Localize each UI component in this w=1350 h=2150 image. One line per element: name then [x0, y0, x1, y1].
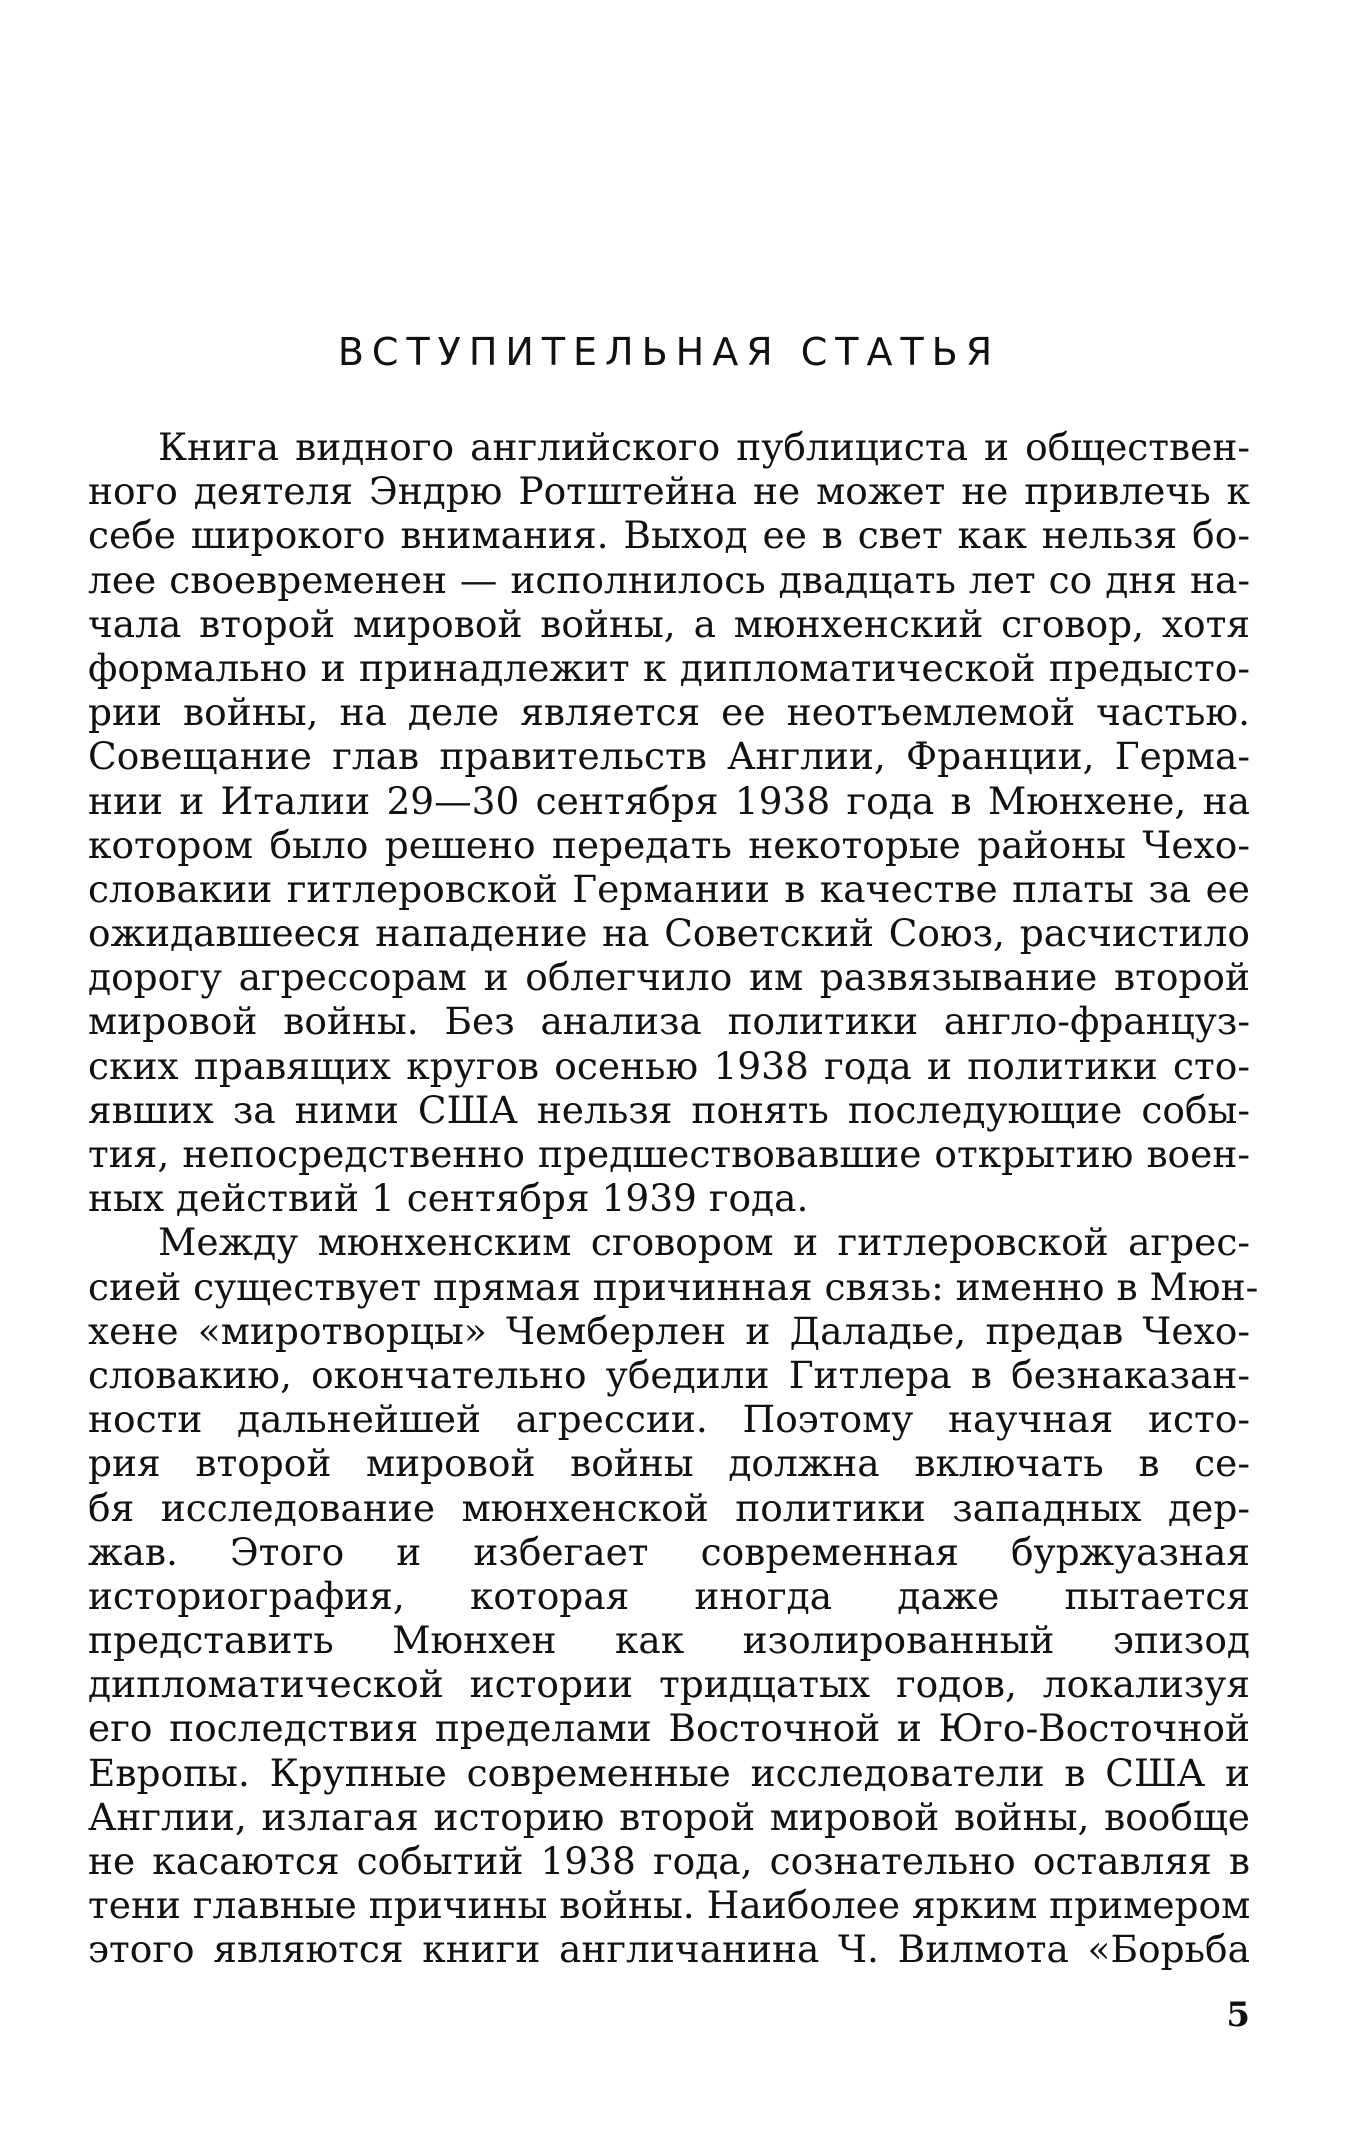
text-line: историография, которая иногда даже пытается [88, 1573, 1250, 1618]
text-line: лее своевременен — исполнилось двадцать лет со дня на- [88, 557, 1250, 602]
text-line: чала второй мировой войны, а мюнхенский сговор, хотя [88, 601, 1250, 646]
paragraph [88, 1220, 1259, 1972]
text-line: формально и принадлежит к дипломатической предысто- [88, 645, 1250, 690]
text-line: дипломатической истории тридцатых годов, локализуя [88, 1662, 1250, 1707]
text-line: ного деятеля Эндрю Ротштейна не может не привлечь к [88, 469, 1250, 514]
text-line: словакию, окончательно убедили Гитлера в безнаказан- [88, 1352, 1250, 1397]
text-line: ских правящих кругов осенью 1938 года и политики сто- [88, 1043, 1250, 1088]
text-line: себе широкого внимания. Выход ее в свет как нельзя бо- [88, 513, 1250, 558]
text-line: нии и Италии 29—30 сентября 1938 года в Мюнхене, на [88, 778, 1250, 823]
text-line: рия второй мировой войны должна включать в се- [88, 1441, 1250, 1486]
text-line: Англии, излагая историю второй мировой войны, вообще [88, 1794, 1250, 1839]
text-line: Европы. Крупные современные исследователи в США и [88, 1750, 1250, 1795]
text-line: ности дальнейшей агрессии. Поэтому научная исто- [88, 1397, 1250, 1442]
text-line: Совещание глав правительств Англии, Франции, Герма- [88, 734, 1250, 779]
body-text [88, 425, 1259, 1972]
text-line: дорогу агрессорам и облегчило им развязывание второй [88, 955, 1250, 1000]
text-line: представить Мюнхен как изолированный эпизод [88, 1618, 1250, 1663]
chapter-heading: ВСТУПИТЕЛЬНАЯ СТАТЬЯ [337, 330, 1001, 374]
text-line: хене «миротворцы» Чемберлен и Даладье, предав Чехо- [88, 1308, 1250, 1353]
text-line: этого являются книги англичанина Ч. Вилмота «Борьба [88, 1927, 1250, 1972]
book-page [88, 0, 1259, 2150]
paragraph [88, 425, 1250, 1220]
text-line: тия, непосредственно предшествовавшие открытию воен- [88, 1132, 1250, 1176]
text-line: Книга видного английского публициста и обществен- [158, 425, 1250, 469]
text-line: не касаются событий 1938 года, сознательно оставляя в [88, 1839, 1250, 1883]
text-line: жав. Этого и избегает современная буржуазная [88, 1529, 1250, 1574]
text-line: его последствия пределами Восточной и Юго-Восточной [88, 1706, 1250, 1751]
text-line: сией существует прямая причинная связь: именно в Мюн- [88, 1264, 1259, 1309]
text-line: рии войны, на деле является ее неотъемлемой частью. [88, 690, 1250, 735]
text-line: явших за ними США нельзя понять последующие собы- [88, 1087, 1250, 1132]
page-number: 5 [1226, 1995, 1250, 2035]
text-line: ных действий 1 сентября 1939 года. [88, 1176, 809, 1221]
text-line: ожидавшееся нападение на Советский Союз, расчистило [88, 911, 1250, 956]
text-line: котором было решено передать некоторые районы Чехо- [88, 822, 1250, 867]
text-line: мировой войны. Без анализа политики англо-француз- [88, 999, 1250, 1044]
text-line: Между мюнхенским сговором и гитлеровской агрес- [158, 1220, 1250, 1265]
text-line: словакии гитлеровской Германии в качестве платы за ее [88, 866, 1250, 911]
text-line: тени главные причины войны. Наиболее ярким примером [88, 1883, 1251, 1928]
text-line: бя исследование мюнхенской политики западных дер- [88, 1485, 1250, 1530]
